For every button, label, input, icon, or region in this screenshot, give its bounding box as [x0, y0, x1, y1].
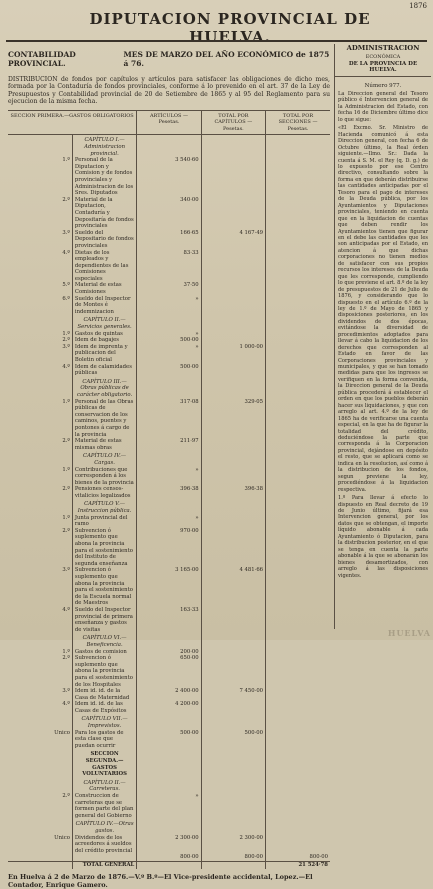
- table-row: [8, 230, 330, 250]
- row-section-total: [266, 344, 330, 364]
- row-chapter-total: [201, 701, 265, 714]
- table-row: [8, 282, 330, 295]
- row-number: 4.º: [62, 701, 70, 708]
- row-description: Idem de bagajes: [72, 337, 136, 344]
- chapter-heading: CAPÍTULO II.—Carreteras.: [72, 778, 136, 793]
- table-row: [8, 515, 330, 528]
- row-description: Para los gastos de esta clase que puedan ocurrir: [72, 730, 136, 750]
- row-section-total: [266, 331, 330, 338]
- table-row: [8, 649, 330, 656]
- row-description: Sueldo del Inspector de Montes é indemnizacion: [72, 296, 136, 316]
- row-chapter-total: [201, 607, 265, 633]
- row-chapter-total: 396·38: [201, 486, 265, 499]
- row-description: Idem id. id. de las Casas de Expósitos: [72, 701, 136, 714]
- row-description: Sueldo del Depositario de fondos provinciales: [72, 230, 136, 250]
- row-number: 2.º: [62, 527, 70, 534]
- table-row: [8, 819, 330, 834]
- row-article-amount: 2 300·00: [137, 835, 201, 855]
- row-chapter-total: [201, 467, 265, 487]
- right-text-2: «El Excmo. Sr. Ministro de Hacienda comunicó á esta Direccion general, con fecha 6 de Octubre último, la Real órden siguiente.—Ilmo. Sr.: Dada la cuenta á S. M. el Rey (q. D. g.) de lo expuesto por ese Centro directivo, consultando sobre la forma en que deberán distribuirse las cantidades anticipadas por el Tesoro para el pago de intereses de la Deuda pública, por los Ayuntamientos y Diputaciones provinciales, teniendo en cuenta que en la liquidacion de cuentas que deben rendir los Ayuntamientos tienen que figurar en el debe las cantidades que les son anticipadas por el Estado, en atencion á que dichas corporaciones no tienen medios de satisfacer con sus propios recursos los intereses de la Deuda que les corresponde, cumpliendo lo que previene el art. 8.º de la ley de presupuestos de 21 de Julio de 1876, y considerando que lo dispuesto en el artículo 6.º de la ley de 1.º de Mayo de 1865 y disposiciones posteriores, en los dividendos de dos épocas, evitándose la diversidad de procedimientos adoptados para llevar á cabo la liquidacion de los derechos que corresponden al Estado en favor de las Corporaciones provinciales y municipales, y que se han tomado medidas para que los ingresos se verifiquen en la forma convenida, la Direccion general de la Deuda pública procederá á establecer el orden en que los pueblos deberán hacer sus liquidaciones, y que con arreglo al art. 4.º de la ley de 1865 ha de verificarse una cuenta especial, en la que ha de figurar la totalidad del crédito, deduciéndose la parte que corresponda á la Corporacion provincial, dejándose en depósito el resto, que se aplicará como se indica en la resolucion, así como á la distribucion de los fondos, segun previene la ley, procediéndose á la liquidacion respectiva.: [338, 125, 428, 493]
- row-chapter-total: 7 450·00: [201, 688, 265, 701]
- chapter-heading: CAPÍTULO VI.—Beneficencia.: [72, 633, 136, 648]
- table-row: [8, 714, 330, 729]
- right-number: Número 977.: [364, 83, 402, 89]
- table-row: [8, 377, 330, 399]
- row-section-total: [266, 567, 330, 607]
- row-article-amount: 3 165·00: [137, 567, 201, 607]
- ledger-header-art: ARTÍCULOS — Pesetas.: [137, 110, 201, 135]
- section-heading: SECCION SEGUNDA.—GASTOS VOLUNTARIOS: [72, 749, 136, 777]
- row-number: 1.º: [62, 398, 70, 405]
- signature: En Huelva á 2 de Marzo de 1876.—V.º B.º—El Vice-presidente accidental, Lopez.—El Contador, Enrique Gamero.: [8, 872, 313, 889]
- row-description: Idem id. id. de la Casa de Maternidad: [72, 688, 136, 701]
- row-number: 2.º: [62, 486, 70, 493]
- row-description: Subvencion ó suplemento que abona la provincia para el sostenimiento de los Hospitales: [72, 655, 136, 688]
- row-article-amount: 37·50: [137, 282, 201, 295]
- watermark: HUELVA: [387, 628, 431, 638]
- intro-paragraph: DISTRIBUCION de fondos por capítulos y artículos para satisfacer las obligaciones de dicho mes, formada por la Contaduría de fondos provinciales, conforme á lo prevenido en el art. 37 de la Ley de Presupuestos y Contabilidad provincial de 20 de Setiembre de 1865 y al 95 del Reglamento para su ejecucion de la misma fecha.: [8, 76, 330, 106]
- row-chapter-total: [201, 331, 265, 338]
- row-article-amount: 163·33: [137, 607, 201, 633]
- table-row: [8, 438, 330, 451]
- table-row: [8, 364, 330, 377]
- row-number: 1.º: [62, 514, 70, 521]
- row-chapter-total: [201, 296, 265, 316]
- row-article-amount: 211·97: [137, 438, 201, 451]
- right-column: [334, 44, 431, 629]
- table-row: [8, 567, 330, 607]
- total-value: 21 524·78: [266, 861, 330, 868]
- chapter-heading: CAPÍTULO II.—Servicios generales.: [72, 315, 136, 330]
- row-article-amount: 3 540·60: [137, 157, 201, 197]
- row-article-amount: »: [137, 515, 201, 528]
- row-section-total: [266, 250, 330, 283]
- row-article-amount: 500·00: [137, 364, 201, 377]
- row-article-amount: 396·38: [137, 486, 201, 499]
- row-number: 3.º: [62, 567, 70, 574]
- row-section-total: [266, 296, 330, 316]
- table-row: [8, 749, 330, 777]
- row-number: Unico: [54, 834, 70, 841]
- row-article-amount: »: [137, 467, 201, 487]
- row-description: Dietas de los empleados y dependientes de las Comisiones especiales: [72, 250, 136, 283]
- row-section-total: [266, 230, 330, 250]
- total-row: [8, 861, 330, 868]
- ledger-header-row: [8, 110, 330, 135]
- table-row: [8, 688, 330, 701]
- table-row: [8, 486, 330, 499]
- row-section-total: [266, 438, 330, 451]
- table-row: [8, 778, 330, 793]
- row-section-total: [266, 399, 330, 439]
- row-chapter-total: 2 300·00: [201, 835, 265, 855]
- row-chapter-total: [201, 337, 265, 344]
- row-section-total: [266, 793, 330, 819]
- row-article-amount: »: [137, 793, 201, 819]
- row-description: Idem de calamidades públicas: [72, 364, 136, 377]
- row-chapter-total: [201, 282, 265, 295]
- row-section-total: [266, 730, 330, 750]
- table-row: [8, 633, 330, 648]
- chapter-heading: CAPÍTULO IV.—Otras gastos.: [72, 819, 136, 834]
- row-number: 4.º: [62, 363, 70, 370]
- chapter-heading: CAPÍTULO V.—Instruccion pública.: [72, 499, 136, 514]
- row-section-total: [266, 364, 330, 377]
- row-article-amount: »: [137, 331, 201, 338]
- row-article-amount: 340·00: [137, 197, 201, 230]
- row-section-total: [266, 282, 330, 295]
- row-article-amount: 317·08: [137, 399, 201, 439]
- row-article-amount: 2 400·00: [137, 688, 201, 701]
- row-section-total: [266, 337, 330, 344]
- chapter-heading: CAPÍTULO IV.—Cargas.: [72, 451, 136, 466]
- ledger-header-tot: TOTAL POR CAPÍTULOS — Pesetas.: [201, 110, 265, 135]
- row-article-amount: 200·00: [137, 649, 201, 656]
- chapter-heading: CAPÍTULO I.—Administracion provincial.: [72, 135, 136, 157]
- row-description: Material de la Diputacion, Contaduría y Depositaría de fondos provinciales: [72, 197, 136, 230]
- row-chapter-total: 1 000·00: [201, 344, 265, 364]
- row-chapter-total: 500·00: [201, 730, 265, 750]
- row-number: 2.º: [62, 337, 70, 344]
- row-section-total: [266, 655, 330, 688]
- row-article-amount: 83·33: [137, 250, 201, 283]
- row-description: Gastos de comision: [72, 649, 136, 656]
- row-chapter-total: [201, 655, 265, 688]
- row-description: [72, 854, 136, 861]
- row-number: 2.º: [62, 196, 70, 203]
- masthead: [0, 0, 433, 46]
- table-row: [8, 331, 330, 338]
- table-row: [8, 730, 330, 750]
- row-number: 1.º: [62, 648, 70, 655]
- row-description: Personal de la Diputacion y Comision y de fondos provinciales y Administracion de los Sres. Diputados: [72, 157, 136, 197]
- row-article-amount: 166·65: [137, 230, 201, 250]
- row-article-amount: 500·00: [137, 730, 201, 750]
- row-chapter-total: [201, 197, 265, 230]
- row-chapter-total: [201, 364, 265, 377]
- row-description: Pensiones censos-vitalicios legalizados: [72, 486, 136, 499]
- table-row: [8, 499, 330, 514]
- row-section-total: [266, 467, 330, 487]
- row-number: 3.º: [62, 229, 70, 236]
- right-subtitle-2: DE LA PROVINCIA DE HUELVA.: [335, 61, 431, 77]
- header-left: CONTABILIDAD PROVINCIAL.: [8, 50, 76, 68]
- table-row: [8, 835, 330, 855]
- row-chapter-total: [201, 793, 265, 819]
- row-section-total: 800·00: [266, 854, 330, 861]
- table-row: [8, 607, 330, 633]
- row-number: 2.º: [62, 793, 70, 799]
- header-right: MES DE MARZO DEL AÑO ECONÓMICO de 1875 á 76.: [123, 50, 330, 68]
- chapter-heading: CAPÍTULO VII.—Imprevistos.: [72, 714, 136, 729]
- table-row: [8, 296, 330, 316]
- row-article-amount: 4 200·00: [137, 701, 201, 714]
- row-description: Construccion de carreteras que se formen parte del plan general del Gobierno: [72, 793, 136, 819]
- row-chapter-total: [201, 157, 265, 197]
- row-article-amount: 970·00: [137, 528, 201, 568]
- section-header: [8, 50, 330, 68]
- row-number: Unico: [54, 729, 70, 736]
- masthead-title: DIPUTACION PROVINCIAL DE HUELVA.: [89, 10, 371, 46]
- row-section-total: [266, 835, 330, 855]
- row-chapter-total: 4 481·66: [201, 567, 265, 607]
- ledger-header-tc: TOTAL POR SECCIONES — Pesetas.: [266, 110, 330, 135]
- table-row: [8, 451, 330, 466]
- row-section-total: [266, 197, 330, 230]
- row-chapter-total: 800·00: [201, 854, 265, 861]
- masthead-corner: 1876: [409, 2, 427, 10]
- row-article-amount: 650·00: [137, 655, 201, 688]
- row-description: Material de estas Comisiones: [72, 282, 136, 295]
- ledger-header-desc: SECCION PRIMERA.—GASTOS OBLIGATORIOS: [8, 110, 137, 135]
- row-chapter-total: [201, 438, 265, 451]
- row-section-total: [266, 528, 330, 568]
- table-row: [8, 793, 330, 819]
- row-description: Subvencion ó suplemento que abona la provincia para el sostenimiento de la Escuela normal de Maestros: [72, 567, 136, 607]
- right-text-1: La Direccion general del Tesoro público é Intervencion general de la Administracion del Estado, con fecha 16 de Diciembre último dice lo que sigue:: [338, 91, 428, 123]
- total-label: TOTAL GENERAL: [72, 861, 136, 868]
- right-title: ADMINISTRACION: [346, 44, 420, 52]
- row-article-amount: »: [137, 344, 201, 364]
- row-number: 2.º: [62, 655, 70, 662]
- row-description: Idem de imprenta y publicacion del Boletin oficial: [72, 344, 136, 364]
- row-chapter-total: 329·05: [201, 399, 265, 439]
- row-section-total: [266, 486, 330, 499]
- row-description: Personal de las Obras públicas de conservacion de los caminos, puentes y pontones á cargo de la provincia: [72, 399, 136, 439]
- ledger-body: [8, 135, 330, 862]
- table-row: [8, 701, 330, 714]
- table-row: [8, 197, 330, 230]
- right-subtitle: ECONÓMICA: [365, 54, 401, 60]
- table-row: [8, 344, 330, 364]
- row-description: Gastos de quintas: [72, 331, 136, 338]
- row-description: Subvencion ó suplemento que abona la provincia para el sostenimiento del Instituto de segunda enseñanza: [72, 528, 136, 568]
- table-row: [8, 655, 330, 688]
- row-number: 6.º: [62, 295, 70, 302]
- row-description: Contribuciones que corresponden á los bienes de la provincia: [72, 467, 136, 487]
- row-description: Junta provincial del ramo: [72, 515, 136, 528]
- right-text-3: 1.º Para llevar á efecto lo dispuesto en Real decreto de 19 de Junio último, fijará esa Intervencion general, por los datos que se obtengan, el importe líquido abonable á cada Ayuntamiento ó Diputacion, para la distribucion posterior, en el que se tenga en cuenta la parte abonable á la que se abonarán los bienes desamortizados, con arreglo á las disposiciones vigentes.: [338, 495, 428, 579]
- table-row: [8, 467, 330, 487]
- ledger-table: [8, 110, 330, 869]
- row-chapter-total: [201, 649, 265, 656]
- row-chapter-total: [201, 515, 265, 528]
- table-row: [8, 528, 330, 568]
- row-chapter-total: 4 167·49: [201, 230, 265, 250]
- table-row: [8, 337, 330, 344]
- row-article-amount: 800·00: [137, 854, 201, 861]
- row-number: 5.º: [62, 282, 70, 289]
- table-row: [8, 399, 330, 439]
- row-description: Sueldo del Inspector provincial de primera enseñanza y gastos de visitas: [72, 607, 136, 633]
- row-section-total: [266, 649, 330, 656]
- row-section-total: [266, 607, 330, 633]
- left-column: [8, 44, 330, 889]
- row-section-total: [266, 157, 330, 197]
- row-section-total: [266, 688, 330, 701]
- row-number: 1.º: [62, 466, 70, 473]
- row-article-amount: »: [137, 296, 201, 316]
- table-row: [8, 135, 330, 157]
- row-section-total: [266, 515, 330, 528]
- row-number: [8, 854, 72, 861]
- row-article-amount: 500·00: [137, 337, 201, 344]
- row-number: 2.º: [62, 438, 70, 445]
- row-description: Material de estas mismas obras: [72, 438, 136, 451]
- row-description: Dividendos de los acreedores á sueldos del crédito provincial: [72, 835, 136, 855]
- row-number: 3.º: [62, 343, 70, 350]
- row-number: 4.º: [62, 249, 70, 256]
- row-chapter-total: [201, 250, 265, 283]
- row-number: 1.º: [62, 157, 70, 164]
- chapter-heading: CAPÍTULO III.—Obras públicas de carácter obligatorio.: [72, 377, 136, 399]
- row-number: 4.º: [62, 606, 70, 613]
- masthead-rule: [6, 40, 427, 42]
- row-number: 3.º: [62, 688, 70, 695]
- row-section-total: [266, 701, 330, 714]
- table-row: [8, 315, 330, 330]
- row-chapter-total: [201, 528, 265, 568]
- table-row: [8, 157, 330, 197]
- table-row: [8, 250, 330, 283]
- row-number: 1.º: [62, 330, 70, 337]
- table-row: [8, 854, 330, 861]
